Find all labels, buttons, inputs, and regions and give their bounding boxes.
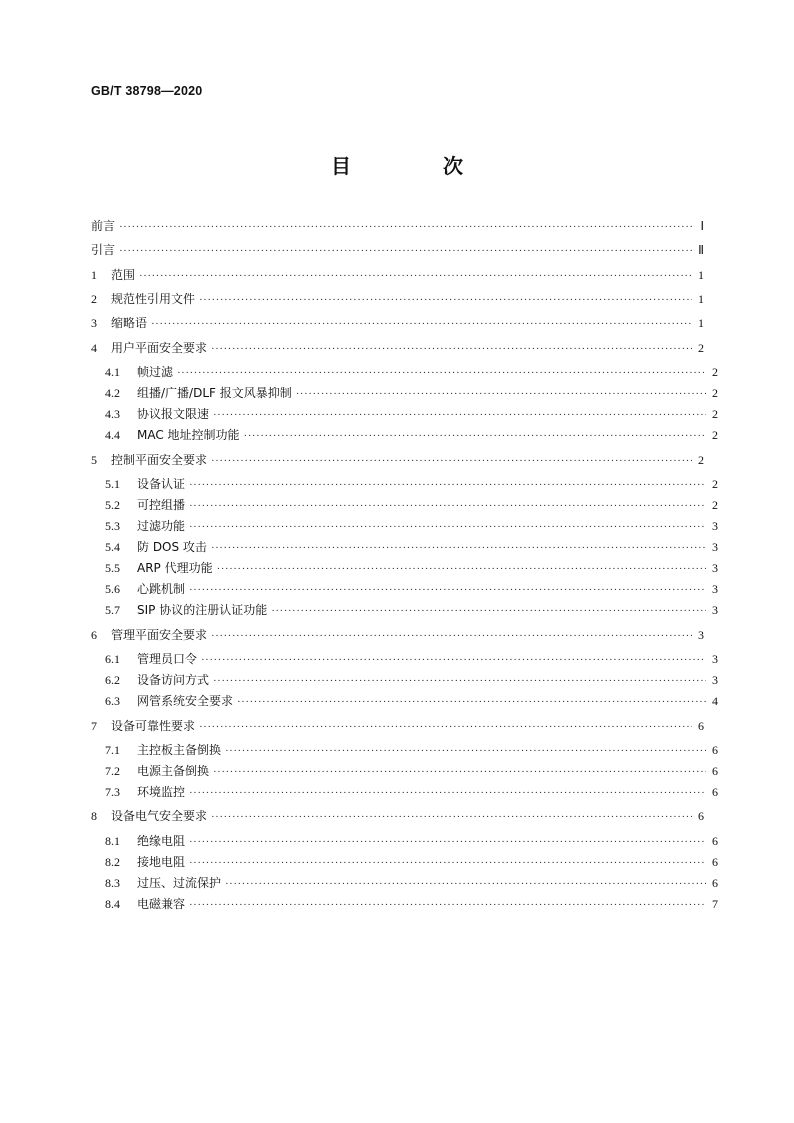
toc-entry-title: 设备访问方式 (137, 673, 210, 687)
toc-entry[interactable] (91, 519, 718, 535)
toc-entry-title: 规范性引用文件 (111, 292, 196, 306)
dot-leader (213, 765, 706, 780)
toc-entry[interactable] (91, 582, 718, 598)
dot-leader (189, 786, 706, 801)
toc-entry-title: 引言 (91, 243, 116, 257)
page-title: 目 次 (331, 154, 499, 178)
toc-entry-page: 3 (698, 628, 704, 642)
toc-entry-title: 过压、过流保护 (137, 876, 222, 890)
toc-entry-title: 帧过滤 (137, 365, 174, 379)
toc-entry-number: 4.4 (105, 428, 120, 442)
toc-entry[interactable] (91, 764, 718, 780)
toc-entry-title: 缩略语 (111, 316, 148, 330)
toc-entry-number: 8.4 (105, 897, 120, 911)
dot-leader (139, 269, 692, 284)
toc-entry-title: 协议报文限速 (137, 407, 210, 421)
toc-entry-number: 8.1 (105, 834, 120, 848)
toc-entry-page: 3 (712, 540, 718, 554)
toc-entry-title: 控制平面安全要求 (111, 453, 208, 467)
toc-entry-number: 5.1 (105, 477, 120, 491)
toc-entry-page: 1 (698, 316, 704, 330)
toc-entry-number: 7 (91, 719, 97, 733)
toc-entry-page: 3 (712, 561, 718, 575)
toc-entry-title: 管理员口令 (137, 652, 198, 666)
toc-entry-number: 6.2 (105, 673, 120, 687)
toc-entry-number: 8.3 (105, 876, 120, 890)
toc-entry[interactable] (91, 855, 718, 871)
toc-entry-number: 3 (91, 316, 97, 330)
toc-entry[interactable] (91, 834, 718, 850)
toc-entry-title: ARP 代理功能 (137, 561, 213, 575)
toc-entry-page: Ⅱ (698, 243, 704, 257)
toc-entry-title: 管理平面安全要求 (111, 628, 208, 642)
dot-leader (225, 877, 706, 892)
toc-entry[interactable] (91, 603, 718, 619)
toc-entry-number: 4.3 (105, 407, 120, 421)
dot-leader (189, 583, 706, 598)
toc-entry[interactable] (91, 292, 704, 308)
dot-leader (189, 835, 706, 850)
toc-entry-page: 2 (712, 365, 718, 379)
dot-leader (213, 674, 706, 689)
toc-entry-number: 8.2 (105, 855, 120, 869)
toc-entry[interactable] (91, 477, 718, 493)
toc-entry-number: 4.2 (105, 386, 120, 400)
dot-leader (119, 244, 692, 259)
toc-entry-title: MAC 地址控制功能 (137, 428, 240, 442)
toc-entry-title: 绝缘电阻 (137, 834, 186, 848)
toc-entry-page: 6 (712, 876, 718, 890)
toc-entry-title: 电源主备倒换 (137, 764, 210, 778)
toc-entry-number: 5.5 (105, 561, 120, 575)
toc-entry-title: 主控板主备倒换 (137, 743, 222, 757)
toc-entry-title: 可控组播 (137, 498, 186, 512)
toc-entry-page: 7 (712, 897, 718, 911)
dot-leader (211, 629, 692, 644)
toc-entry-page: 6 (698, 809, 704, 823)
toc-entry[interactable] (91, 453, 704, 469)
toc-entry-title: 网管系统安全要求 (137, 694, 234, 708)
toc-entry[interactable] (91, 628, 704, 644)
toc-entry[interactable] (91, 652, 718, 668)
toc-entry[interactable] (91, 268, 704, 284)
toc-entry[interactable] (91, 694, 718, 710)
toc-entry[interactable] (91, 561, 718, 577)
dot-leader (199, 720, 692, 735)
toc-entry-page: 6 (712, 743, 718, 757)
dot-leader (189, 499, 706, 514)
toc-entry[interactable] (91, 785, 718, 801)
toc-entry[interactable] (91, 243, 704, 259)
dot-leader (244, 429, 706, 444)
dot-leader (151, 317, 692, 332)
toc-entry-page: 6 (712, 855, 718, 869)
toc-entry-number: 5.7 (105, 603, 120, 617)
toc-entry-page: 2 (698, 453, 704, 467)
toc-entry[interactable] (91, 498, 718, 514)
toc-entry-page: 6 (712, 785, 718, 799)
dot-leader (189, 898, 706, 913)
toc-entry-title: 电磁兼容 (137, 897, 186, 911)
toc-entry-page: 2 (712, 428, 718, 442)
dot-leader (211, 541, 706, 556)
toc-entry[interactable] (91, 673, 718, 689)
toc-entry-page: 3 (712, 582, 718, 596)
toc-entry-title: 防 DOS 攻击 (137, 540, 207, 554)
toc-entry-page: 2 (712, 498, 718, 512)
toc-entry-title: SIP 协议的注册认证功能 (137, 603, 268, 617)
dot-leader (296, 387, 706, 402)
toc-entry-number: 5.6 (105, 582, 120, 596)
dot-leader (189, 478, 706, 493)
standard-number: GB/T 38798—2020 (91, 84, 203, 98)
toc-entry-number: 6 (91, 628, 97, 642)
toc-entry-number: 2 (91, 292, 97, 306)
dot-leader (213, 408, 706, 423)
toc-entry-title: 组播/广播/DLF 报文风暴抑制 (137, 386, 292, 400)
toc-entry[interactable] (91, 386, 718, 402)
dot-leader (211, 810, 692, 825)
toc-entry-page: 3 (712, 603, 718, 617)
toc-entry[interactable] (91, 341, 704, 357)
toc-entry[interactable] (91, 876, 718, 892)
toc-entry-number: 7.2 (105, 764, 120, 778)
toc-entry-title: 接地电阻 (137, 855, 186, 869)
dot-leader (211, 342, 692, 357)
dot-leader (199, 293, 692, 308)
toc-entry[interactable] (91, 365, 718, 381)
toc-entry-page: 2 (698, 341, 704, 355)
toc-entry[interactable] (91, 719, 704, 735)
toc-entry-number: 5.4 (105, 540, 120, 554)
dot-leader (189, 856, 706, 871)
toc-entry[interactable] (91, 809, 704, 825)
dot-leader (211, 454, 692, 469)
toc-entry-page: 6 (712, 764, 718, 778)
toc-entry-number: 8 (91, 809, 97, 823)
toc-entry-page: 3 (712, 652, 718, 666)
dot-leader (189, 520, 706, 535)
toc-entry[interactable] (91, 407, 718, 423)
toc-entry-page: Ⅰ (700, 219, 704, 233)
toc-entry-page: 4 (712, 694, 718, 708)
toc-entry-page: 2 (712, 407, 718, 421)
toc-entry-page: 1 (698, 268, 704, 282)
toc-entry-page: 3 (712, 673, 718, 687)
toc-entry-page: 3 (712, 519, 718, 533)
toc-entry-number: 7.1 (105, 743, 120, 757)
toc-entry[interactable] (91, 743, 718, 759)
dot-leader (119, 220, 692, 235)
dot-leader (201, 653, 706, 668)
dot-leader (217, 562, 706, 577)
toc-entry-title: 范围 (111, 268, 136, 282)
toc-entry-number: 5.2 (105, 498, 120, 512)
toc-entry-page: 2 (712, 477, 718, 491)
toc-entry-number: 7.3 (105, 785, 120, 799)
toc-entry-page: 6 (712, 834, 718, 848)
toc-entry[interactable] (91, 219, 704, 235)
toc-entry-page: 2 (712, 386, 718, 400)
toc-entry[interactable] (91, 428, 718, 444)
toc-entry-title: 前言 (91, 219, 116, 233)
toc-entry[interactable] (91, 897, 718, 913)
dot-leader (237, 695, 706, 710)
dot-leader (271, 604, 706, 619)
toc-entry-title: 设备电气安全要求 (111, 809, 208, 823)
dot-leader (177, 366, 706, 381)
dot-leader (225, 744, 706, 759)
toc-entry-title: 设备认证 (137, 477, 186, 491)
toc-entry[interactable] (91, 316, 704, 332)
toc-entry-number: 4.1 (105, 365, 120, 379)
toc-entry-title: 用户平面安全要求 (111, 341, 208, 355)
toc-entry-title: 设备可靠性要求 (111, 719, 196, 733)
toc-entry-number: 5 (91, 453, 97, 467)
toc-entry-number: 6.1 (105, 652, 120, 666)
toc-entry-page: 6 (698, 719, 704, 733)
toc-entry-title: 过滤功能 (137, 519, 186, 533)
table-of-contents (91, 217, 718, 917)
toc-entry-title: 心跳机制 (137, 582, 186, 596)
toc-entry-number: 4 (91, 341, 97, 355)
toc-entry-number: 6.3 (105, 694, 120, 708)
toc-entry-page: 1 (698, 292, 704, 306)
toc-entry-number: 1 (91, 268, 97, 282)
toc-entry-number: 5.3 (105, 519, 120, 533)
toc-entry[interactable] (91, 540, 718, 556)
toc-entry-title: 环境监控 (137, 785, 186, 799)
